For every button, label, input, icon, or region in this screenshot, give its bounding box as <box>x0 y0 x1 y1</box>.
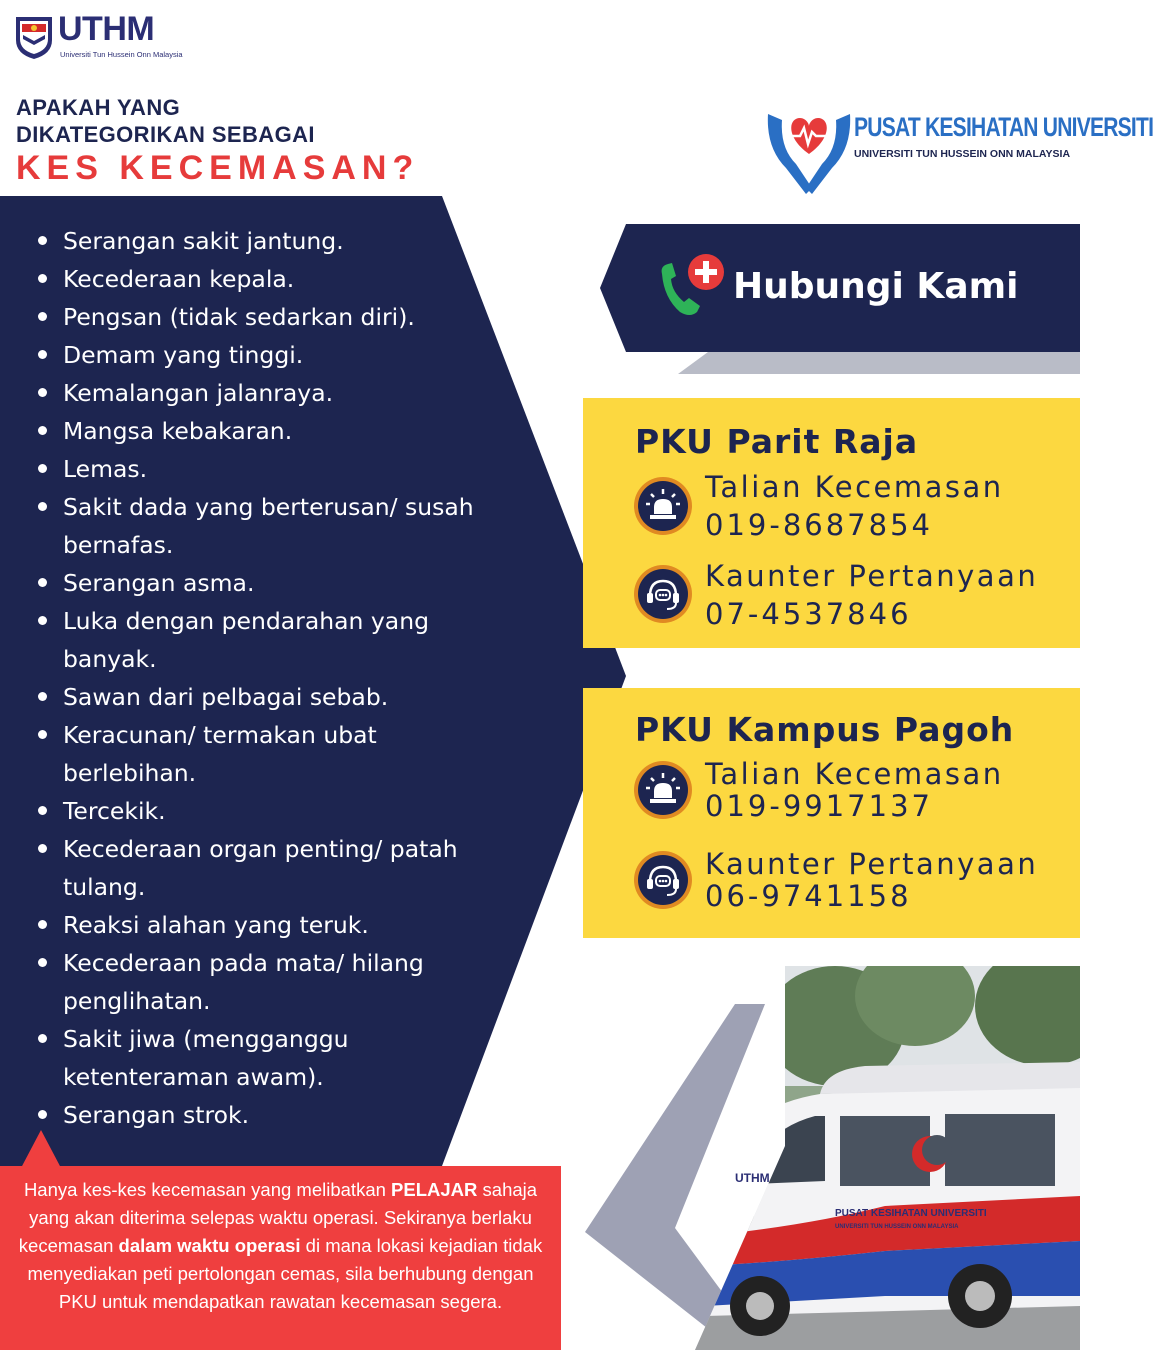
counter-label: Kaunter Pertanyaan <box>705 847 1039 881</box>
note-text-2: sahaja yang akan diterima selepas waktu operasi. Sekiranya berlaku kecemasan <box>18 1179 538 1256</box>
pku-logo-name: PUSAT KESIHATAN UNIVERSITI <box>854 112 1153 142</box>
uthm-crest-icon <box>14 14 54 60</box>
case-item: Kemalangan jalanraya. <box>36 374 496 412</box>
headset-icon <box>633 564 693 624</box>
heading-accent: KES KECEMASAN? <box>16 149 420 187</box>
location-card-kampus-pagoh <box>583 688 1080 938</box>
heading-line-1: APAKAH YANG <box>16 95 181 120</box>
case-item: Keracunan/ termakan ubat berlebihan. <box>36 716 496 792</box>
case-item: Tercekik. <box>36 792 496 830</box>
case-item: Luka dengan pendarahan yang banyak. <box>36 602 496 678</box>
uthm-subtitle: Universiti Tun Hussein Onn Malaysia <box>60 50 183 59</box>
emergency-line-label: Talian Kecemasan <box>705 470 1004 504</box>
van-subtext: UNIVERSITI TUN HUSSEIN ONN MALAYSIA <box>835 1224 959 1230</box>
case-item: Serangan sakit jantung. <box>36 222 496 260</box>
pku-logo-subtitle: UNIVERSITI TUN HUSSEIN ONN MALAYSIA <box>854 148 1071 160</box>
headset-icon <box>633 850 693 910</box>
case-item: Sakit jiwa (mengganggu ketenteraman awam). <box>36 1020 496 1096</box>
case-item: Pengsan (tidak sedarkan diri). <box>36 298 496 336</box>
emergency-line-number[interactable]: 019-9917137 <box>705 789 933 823</box>
case-item: Reaksi alahan yang teruk. <box>36 906 496 944</box>
location-name: PKU Kampus Pagoh <box>635 710 1015 749</box>
note-text-1: Hanya kes-kes kecemasan yang melibatkan <box>23 1179 392 1200</box>
case-item: Kecederaan pada mata/ hilang penglihatan. <box>36 944 496 1020</box>
case-item: Sawan dari pelbagai sebab. <box>36 678 496 716</box>
van-text: PUSAT KESIHATAN UNIVERSITI <box>835 1208 987 1219</box>
case-item: Kecederaan organ penting/ patah tulang. <box>36 830 496 906</box>
counter-number[interactable]: 06-9741158 <box>705 879 912 913</box>
case-item: Sakit dada yang berterusan/ susah bernafas. <box>36 488 496 564</box>
case-item: Demam yang tinggi. <box>36 336 496 374</box>
counter-number[interactable]: 07-4537846 <box>705 597 912 631</box>
location-card-parit-raja <box>583 398 1080 648</box>
van-brand: UTHM <box>735 1171 770 1185</box>
contact-title: Hubungi Kami <box>733 266 1019 307</box>
operating-hours-note <box>0 1166 561 1350</box>
contact-banner-shadow <box>678 352 1080 374</box>
phone-plus-icon <box>654 252 728 326</box>
note-pointer <box>21 1130 61 1168</box>
case-item: Serangan strok. <box>36 1096 496 1134</box>
uthm-wordmark: UTHM <box>58 10 155 48</box>
case-item: Lemas. <box>36 450 496 488</box>
ambulance-illustration <box>585 966 1080 1350</box>
page-heading <box>16 94 419 188</box>
note-bold-students: PELAJAR <box>391 1179 478 1200</box>
ambulance-photo <box>585 966 1080 1350</box>
heading-line-2: DIKATEGORIKAN SEBAGAI <box>16 122 315 147</box>
counter-label: Kaunter Pertanyaan <box>705 559 1039 593</box>
note-text-3: di mana lokasi kejadian tidak menyediakan peti pertolongan cemas, sila berhubung dengan PKU untuk mendapatkan rawatan kecemasan segera. <box>27 1235 543 1312</box>
location-name: PKU Parit Raja <box>635 422 919 461</box>
siren-icon <box>633 476 693 536</box>
case-item: Mangsa kebakaran. <box>36 412 496 450</box>
emergency-cases-list <box>36 222 496 1134</box>
note-bold-operating-hours: dalam waktu operasi <box>118 1235 301 1256</box>
case-item: Kecederaan kepala. <box>36 260 496 298</box>
emergency-line-number[interactable]: 019-8687854 <box>705 508 933 542</box>
emergency-line-label: Talian Kecemasan <box>705 757 1004 791</box>
case-item: Serangan asma. <box>36 564 496 602</box>
siren-icon <box>633 760 693 820</box>
uthm-logo <box>14 12 254 62</box>
